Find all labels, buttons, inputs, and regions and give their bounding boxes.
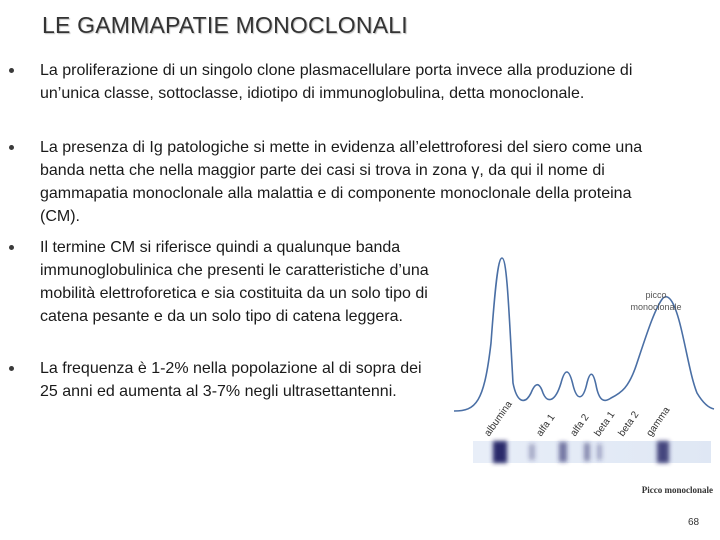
bullet-item	[40, 357, 440, 403]
peak-label: monoclonale	[630, 302, 682, 312]
fraction-label-beta1: beta 1	[592, 409, 618, 439]
figure-caption: Picco monoclonale	[641, 485, 713, 495]
bullet-item	[40, 59, 640, 105]
fraction-label-albumina: albumina	[482, 399, 515, 439]
fraction-label-beta2: beta 2	[616, 409, 642, 439]
bullet-item	[40, 236, 460, 328]
fraction-label-alfa1: alfa 1	[534, 412, 558, 439]
bullet-dot-icon	[9, 68, 14, 73]
fraction-label-gamma: gamma	[644, 405, 673, 439]
electrophoresis-strip	[473, 441, 711, 463]
band-alfa2	[559, 442, 567, 462]
band-gamma-peak	[657, 441, 669, 463]
band-beta1	[584, 443, 590, 461]
bullet-item	[40, 136, 660, 228]
band-alfa1	[529, 444, 535, 460]
bullet-text: La presenza di Ig patologiche si mette in evidenza all’elettroforesi del siero come una banda netta che nella maggior parte dei casi si trova in zona γ, da qui il nome di gammapatia monoclonale alla malattia e di componente monoclonale della proteina (CM).	[40, 139, 643, 225]
bullet-dot-icon	[9, 366, 14, 371]
page-number: 68	[688, 517, 700, 528]
bullet-text: La frequenza è 1-2% nella popolazione al di sopra dei 25 anni ed aumenta al 3-7% negli ultrasettantenni.	[40, 360, 422, 400]
bullet-dot-icon	[9, 145, 14, 150]
bullet-text: La proliferazione di un singolo clone plasmacellulare porta invece alla produzione di un’unica classe, sottoclasse, idiotipo di immunoglobulina, detta monoclonale.	[40, 62, 633, 102]
fraction-label-alfa2: alfa 2	[568, 412, 592, 439]
peak-label: picco	[645, 290, 667, 300]
electrophoresis-figure	[451, 253, 716, 498]
slide-title: LE GAMMAPATIE MONOCLONALI	[42, 12, 408, 38]
bullet-text: Il termine CM si riferisce quindi a qualunque banda immunoglobulinica che presenti le caratteristiche d’una mobilità elettroforetica e sia costituita da un solo tipo di catena pesante e da un solo tipo di catena leggera.	[40, 239, 429, 325]
electrophoresis-curve	[454, 258, 714, 411]
band-beta2	[597, 444, 602, 460]
bullet-dot-icon	[9, 245, 14, 250]
band-albumina	[493, 441, 507, 463]
